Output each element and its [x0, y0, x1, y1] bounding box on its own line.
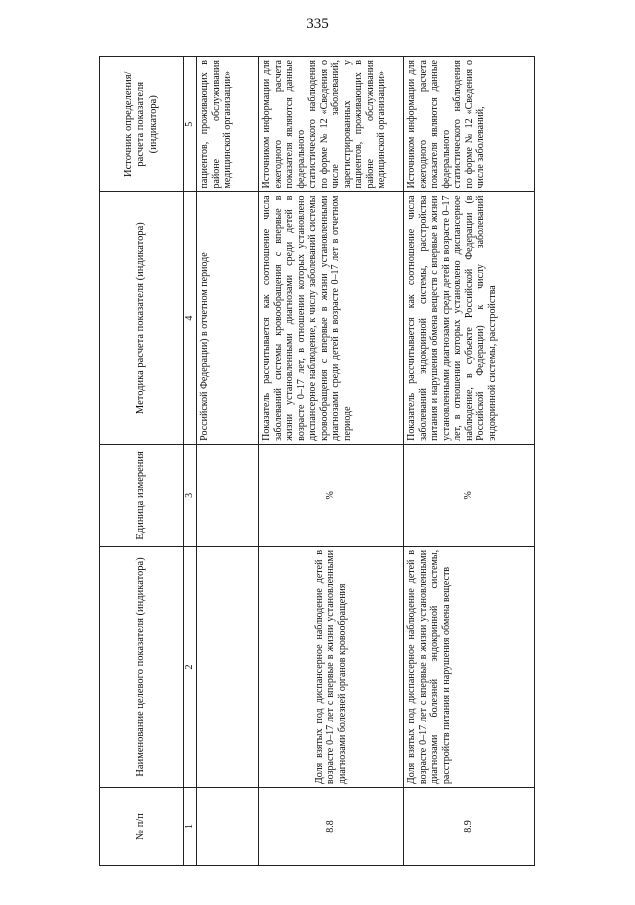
method: Российской Федерации) в отчетном периоде: [197, 192, 259, 444]
source: Источником информации для ежегодного расчета показателя являются данные федерального статистического наблюдения по форме № 12 «Сведения о числе заболеваний, зарегистрированных у пациентов, проживающих в районе обслуживания медицинской организации»: [259, 57, 404, 192]
column-number-row: [184, 57, 197, 866]
method: Показатель рассчитывается как соотношение числа заболеваний эндокринной системы, расстройства питания и нарушения обмена веществ с впервые в жизни установленными диагнозами среди детей в возрасте 0–17 лет, в отношении которых установлено диспансерное наблюдение, в субъекте Российской Федерации (в Российской Федерации) к числу заболеваний эндокринной системы, расстройства: [404, 192, 535, 444]
indicator-name: Доля взятых под диспансерное наблюдение детей в возрасте 0–17 лет с впервые в жизни установленными диагнозами болезней эндокринной системы, расстройств питания и нарушения обмена веществ: [404, 546, 535, 787]
table-row: [197, 57, 259, 866]
column-number: 3: [184, 444, 197, 546]
unit: [197, 444, 259, 546]
row-number: [197, 788, 259, 866]
header-method: Методика расчета показателя (индикатора): [100, 192, 184, 444]
indicator-name: Доля взятых под диспансерное наблюдение детей в возрасте 0–17 лет с впервые в жизни установленными диагнозами болезней органов кровообращения: [259, 546, 404, 787]
header-name: Наименование целевого показателя (индикатора): [100, 546, 184, 787]
header-source: Источник определения/ расчета показателя (индикатора): [100, 57, 184, 192]
indicator-table-rotated: [99, 56, 535, 866]
column-number: 4: [184, 192, 197, 444]
page-number: 335: [306, 16, 329, 32]
unit: %: [404, 444, 535, 546]
column-number: 1: [184, 788, 197, 866]
source: пациентов, проживающих в районе обслуживания медицинской организации»: [197, 57, 259, 192]
table-row: [259, 57, 404, 866]
indicator-table: [99, 56, 535, 866]
header-row: [100, 57, 184, 866]
method: Показатель рассчитывается как соотношение числа заболеваний системы кровообращения с впервые в жизни установленными диагнозами среди детей в возрасте 0–17 лет, в отношении которых установлено диспансерное наблюдение, к числу заболеваний системы кровообращения с впервые в жизни установленными диагнозами среди детей в возрасте 0–17 лет в отчетном периоде: [259, 192, 404, 444]
unit: %: [259, 444, 404, 546]
column-number: 2: [184, 546, 197, 787]
indicator-name: [197, 546, 259, 787]
header-unit: Единица измерения: [100, 444, 184, 546]
source: Источником информации для ежегодного расчета показателя являются данные федерального статистического наблюдения по форме № 12 «Сведения о числе заболеваний,: [404, 57, 535, 192]
table-row: [404, 57, 535, 866]
column-number: 5: [184, 57, 197, 192]
header-num: № п/п: [100, 788, 184, 866]
row-number: 8.9: [404, 788, 535, 866]
row-number: 8.8: [259, 788, 404, 866]
